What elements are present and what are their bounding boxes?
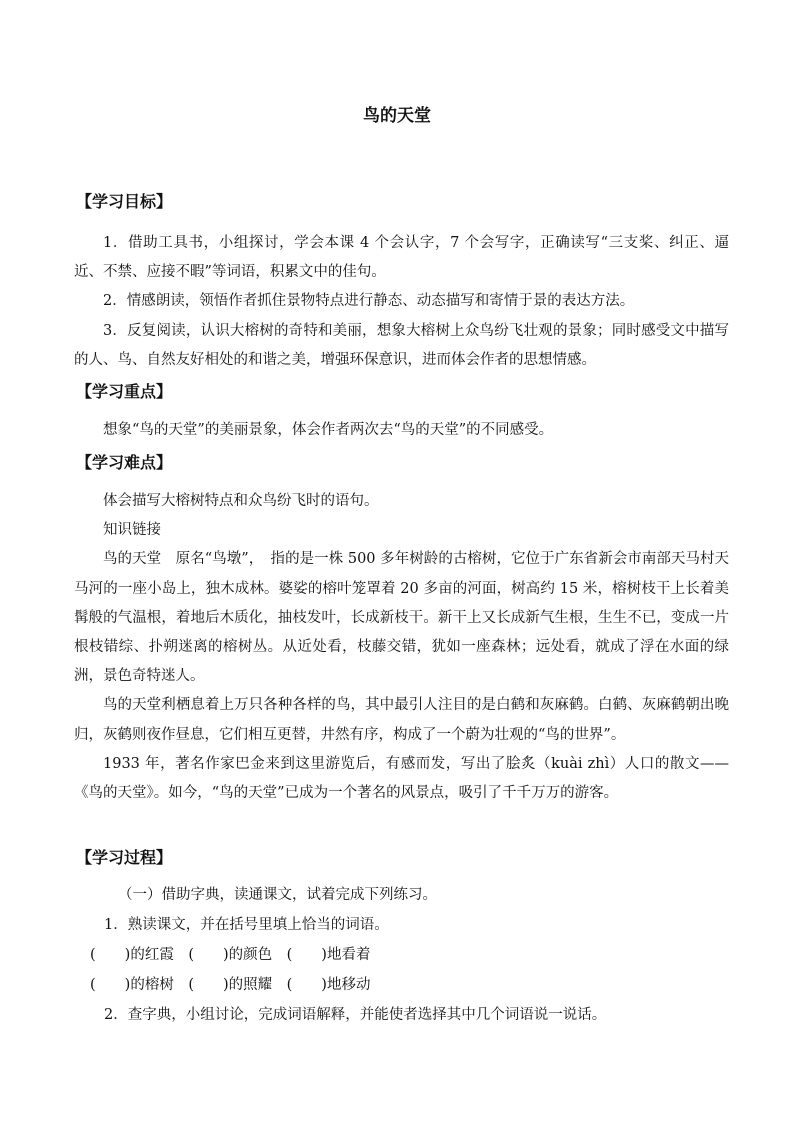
difficulties-content bbox=[74, 487, 729, 808]
goals-list bbox=[74, 229, 729, 375]
heading-key-points: 【学习重点】 bbox=[76, 382, 173, 401]
knowledge-link-label: 知识链接 bbox=[103, 522, 161, 539]
knowledge-paragraph-3: 1933 年，著名作家巴金来到这里游览后，有感而发，写出了脍炙（kuài zhì）人口的散文——《鸟的天堂》。如今，“鸟的天堂”已成为一个著名的风景点，吸引了千千万万的游客。 bbox=[74, 755, 729, 802]
heading-difficulties: 【学习难点】 bbox=[76, 453, 173, 472]
page-title: 鸟的天堂 bbox=[363, 106, 431, 126]
question-1: 1．熟读课文，并在括号里填上恰当的词语。 bbox=[104, 917, 389, 933]
heading-learning-process: 【学习过程】 bbox=[76, 848, 173, 867]
key-points-text: 想象“鸟的天堂”的美丽景象，体会作者两次去“鸟的天堂”的不同感受。 bbox=[103, 422, 554, 438]
goal-item-2: 2．情感朗读，领悟作者抓住景物特点进行静态、动态描写和寄情于景的表达方法。 bbox=[103, 293, 635, 310]
difficulties-text: 体会描写大榕树特点和众鸟纷飞时的语句。 bbox=[103, 493, 379, 509]
goal-item-1: 1．借助工具书，小组探讨，学会本课 4 个会认字，7 个会写字，正确读写“三支桨、纠正、逼近、不禁、应接不暇”等词语，积累文中的佳句。 bbox=[74, 235, 729, 281]
knowledge-paragraph-1: 鸟的天堂 原名“鸟墩”， 指的是一株 500 多年树龄的古榕树，它位于广东省新会市南部天马村天马河的一座小岛上，独木成林。婆娑的榕叶笼罩着 20 多亩的河面，树高约 15 米，榕树枝干上长着美髯般的气温根，着地后木质化，抽枝发叶，长成新枝干。新干上又长成新气生根，生生不已，变成一片根枝错综、扑朔迷离的榕树丛。从近处看，枝藤交错，犹如一座森林；远处看，就成了浮在水面的绿洲，景色奇特迷人。 bbox=[74, 551, 729, 685]
knowledge-paragraph-2: 鸟的天堂利栖息着上万只各种各样的鸟，其中最引人注目的是白鹤和灰麻鹤。白鹤、灰麻鹤朝出晚归，灰鹤则夜作昼息，它们相互更替，井然有序，构成了一个蔚为壮观的“鸟的世界”。 bbox=[74, 697, 729, 743]
goal-item-3: 3．反复阅读，认识大榕树的奇特和美丽，想象大榕树上众鸟纷飞壮观的景象；同时感受文中描写的人、鸟、自然友好相处的和谐之美，增强环保意识，进而体会作者的思想情感。 bbox=[74, 322, 729, 368]
fill-in-row-1: ( )的红霞 ( )的颜色 ( )地看着 bbox=[90, 947, 371, 963]
heading-learning-goals: 【学习目标】 bbox=[76, 192, 173, 211]
process-step-1: （一）借助字典，读通课文，试着完成下列练习。 bbox=[118, 887, 437, 903]
fill-in-row-2: ( )的榕树 ( )的照耀 ( )地移动 bbox=[90, 977, 371, 993]
question-2: 2．查字典，小组讨论，完成词语解释，并能使者选择其中几个词语说一说话。 bbox=[104, 1007, 607, 1023]
